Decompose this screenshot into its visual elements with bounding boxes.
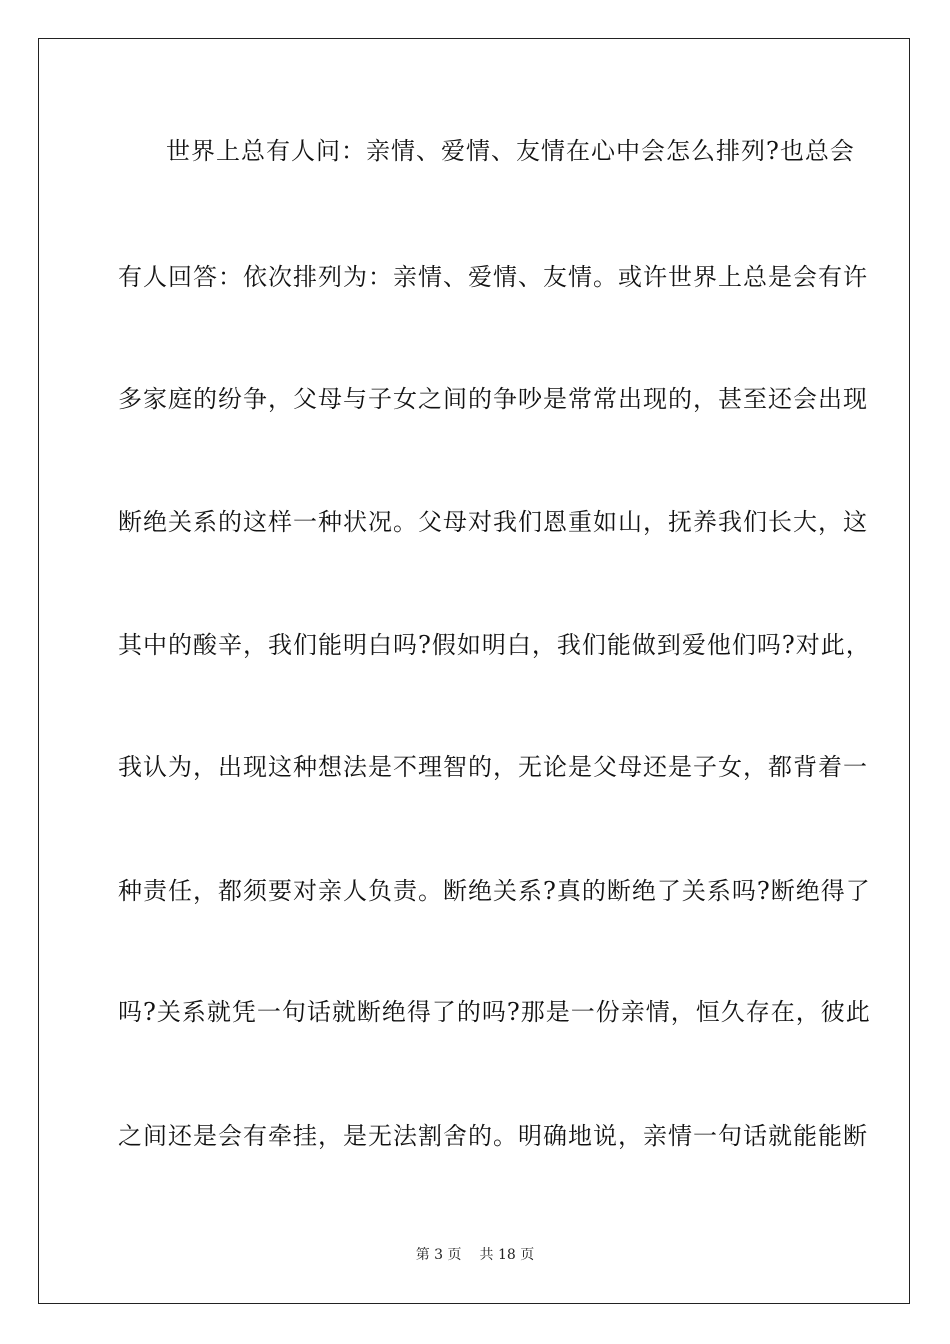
paragraph-line-5: 其中的酸辛，我们能明白吗?假如明白，我们能做到爱他们吗?对此， [118, 631, 871, 659]
paragraph-line-8: 吗?关系就凭一句话就断绝得了的吗?那是一份亲情，恒久存在，彼此 [118, 998, 871, 1026]
paragraph-line-3: 多家庭的纷争，父母与子女之间的争吵是常常出现的，甚至还会出现 [118, 385, 868, 413]
page-number: 第 3 页 [415, 1247, 462, 1263]
paragraph-line-2: 有人回答：依次排列为：亲情、爱情、友情。或许世界上总是会有许 [118, 263, 868, 291]
paragraph-line-7: 种责任，都须要对亲人负责。断绝关系?真的断绝了关系吗?断绝得了 [118, 877, 871, 905]
page-border [38, 38, 910, 1304]
paragraph-line-4: 断绝关系的这样一种状况。父母对我们恩重如山，抚养我们长大，这 [118, 508, 868, 536]
page-total: 共 18 页 [479, 1247, 535, 1263]
paragraph-line-1: 世界上总有人问：亲情、爱情、友情在心中会怎么排列?也总会 [166, 137, 855, 165]
page-footer [0, 1246, 950, 1264]
paragraph-line-6: 我认为，出现这种想法是不理智的，无论是父母还是子女，都背着一 [118, 753, 868, 781]
paragraph-line-9: 之间还是会有牵挂，是无法割舍的。明确地说，亲情一句话就能能断 [118, 1122, 868, 1150]
